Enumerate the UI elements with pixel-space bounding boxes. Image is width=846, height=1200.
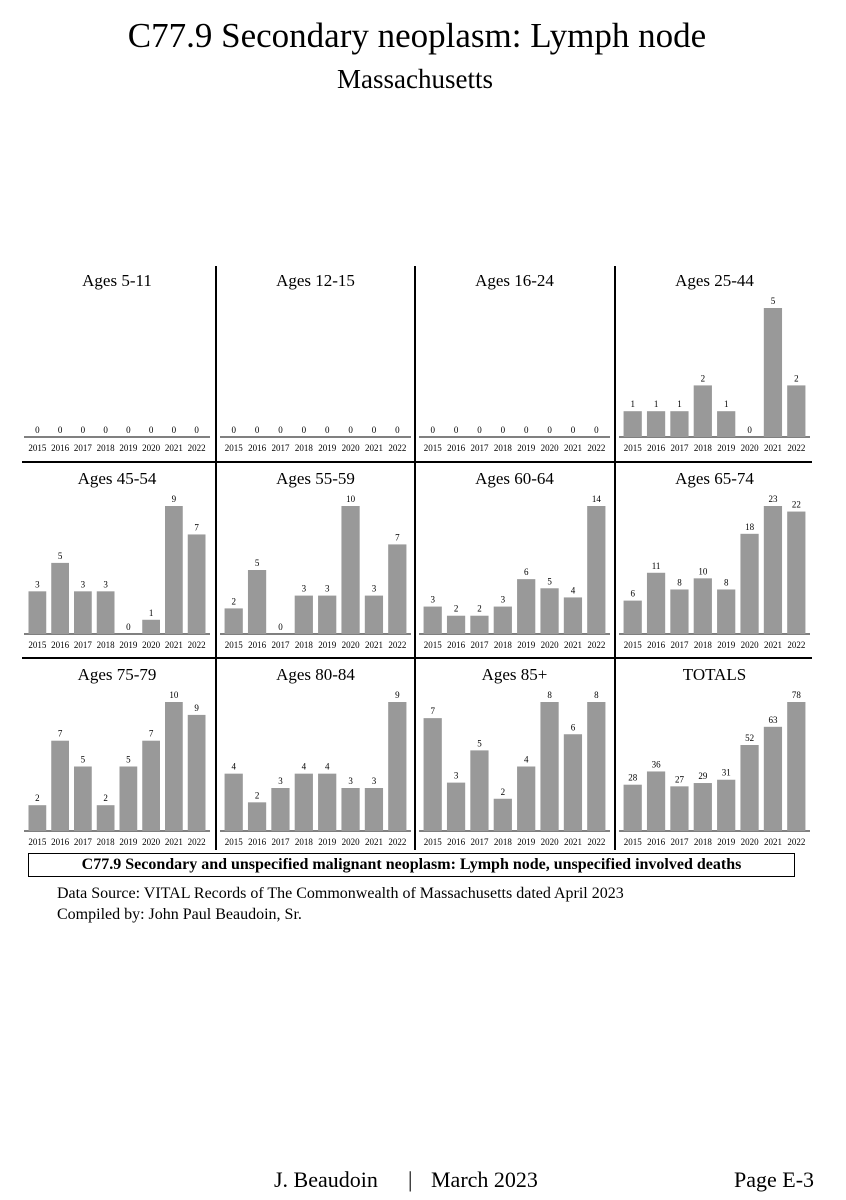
- data-label: 0: [301, 425, 307, 435]
- compiled-by: Compiled by: John Paul Beaudoin, Sr.: [57, 906, 302, 923]
- x-tick-label: 2017: [73, 443, 92, 453]
- data-label: 3: [80, 579, 86, 590]
- x-tick-label: 2019: [717, 837, 736, 847]
- data-label: 0: [278, 425, 283, 435]
- bar: [29, 805, 47, 831]
- footer-separator: |: [408, 1167, 413, 1192]
- x-tick-label: 2020: [540, 640, 559, 650]
- bar: [694, 783, 712, 831]
- x-tick-label: 2018: [493, 443, 512, 453]
- bar: [295, 774, 313, 831]
- bar: [517, 767, 535, 832]
- x-tick-label: 2017: [271, 443, 290, 453]
- x-tick-label: 2015: [623, 837, 642, 847]
- x-tick-label: 2019: [119, 443, 138, 453]
- data-label: 10: [169, 690, 179, 700]
- data-label: 3: [453, 770, 459, 781]
- bar: [764, 727, 782, 831]
- x-tick-label: 2015: [28, 837, 47, 847]
- panel-title: Ages 85+: [481, 665, 548, 684]
- data-label: 2: [700, 373, 706, 384]
- data-label: 3: [371, 583, 377, 594]
- bar: [670, 589, 688, 634]
- data-label: 0: [35, 425, 40, 435]
- x-tick-label: 2019: [318, 837, 337, 847]
- data-label: 10: [346, 494, 356, 504]
- x-tick-label: 2017: [470, 640, 489, 650]
- x-tick-label: 2017: [670, 837, 689, 847]
- panel-title: Ages 25-44: [675, 271, 754, 290]
- x-tick-label: 2021: [763, 837, 782, 847]
- x-tick-label: 2018: [693, 837, 712, 847]
- bar: [225, 774, 243, 831]
- bar: [564, 734, 582, 831]
- data-label: 3: [500, 594, 506, 605]
- x-tick-label: 2022: [187, 837, 206, 847]
- bar: [142, 741, 160, 831]
- data-label: 4: [324, 761, 330, 772]
- bar: [51, 741, 69, 831]
- x-tick-label: 2020: [740, 640, 759, 650]
- x-tick-label: 2016: [51, 640, 70, 650]
- x-tick-label: 2015: [28, 443, 47, 453]
- x-tick-label: 2019: [318, 443, 337, 453]
- bar: [564, 597, 582, 634]
- x-tick-label: 2015: [423, 443, 442, 453]
- panel-title: Ages 12-15: [276, 271, 355, 290]
- panel-title: Ages 16-24: [475, 271, 554, 290]
- data-label: 2: [254, 790, 260, 801]
- data-label: 2: [35, 793, 40, 804]
- bar: [717, 411, 735, 437]
- page-subtitle: Massachusetts: [337, 64, 493, 94]
- panel-title: Ages 65-74: [675, 469, 754, 488]
- bar: [647, 573, 665, 634]
- x-tick-label: 2021: [364, 443, 383, 453]
- x-tick-label: 2019: [717, 443, 736, 453]
- x-tick-label: 2019: [318, 640, 337, 650]
- data-label: 27: [674, 774, 684, 785]
- data-label: 2: [103, 793, 108, 804]
- bar: [365, 788, 383, 831]
- x-tick-label: 2017: [470, 837, 489, 847]
- bar: [318, 774, 336, 831]
- x-tick-label: 2015: [623, 443, 642, 453]
- data-label: 3: [430, 594, 435, 605]
- bar: [717, 780, 735, 831]
- x-tick-label: 2019: [119, 640, 138, 650]
- bar: [740, 745, 758, 831]
- bar: [540, 588, 558, 634]
- data-label: 14: [591, 494, 601, 504]
- data-label: 78: [791, 690, 801, 700]
- data-label: 7: [57, 728, 63, 739]
- x-tick-label: 2016: [248, 837, 267, 847]
- data-label: 0: [371, 425, 377, 435]
- data-label: 63: [768, 714, 778, 725]
- x-tick-label: 2022: [787, 837, 806, 847]
- x-tick-label: 2018: [96, 443, 115, 453]
- data-label: 0: [278, 622, 283, 632]
- data-label: 0: [570, 425, 576, 435]
- bar: [388, 544, 406, 634]
- x-tick-label: 2015: [224, 443, 243, 453]
- footer-author: J. Beaudoin: [274, 1167, 378, 1192]
- x-tick-label: 2022: [587, 837, 606, 847]
- x-tick-label: 2016: [447, 640, 466, 650]
- x-tick-label: 2022: [187, 443, 206, 453]
- data-label: 3: [371, 776, 377, 786]
- x-tick-label: 2018: [96, 640, 115, 650]
- x-tick-label: 2022: [787, 443, 806, 453]
- bar: [447, 616, 465, 634]
- x-tick-label: 2018: [493, 837, 512, 847]
- x-tick-label: 2022: [187, 640, 206, 650]
- data-label: 7: [430, 706, 435, 717]
- bar: [764, 506, 782, 634]
- data-label: 52: [745, 733, 755, 743]
- x-tick-label: 2020: [142, 443, 161, 453]
- x-tick-label: 2022: [388, 443, 407, 453]
- bar: [787, 385, 805, 437]
- bar: [29, 591, 47, 634]
- bar: [624, 411, 642, 437]
- bar: [188, 534, 206, 634]
- bar: [120, 767, 138, 832]
- x-tick-label: 2016: [51, 837, 70, 847]
- data-label: 4: [301, 761, 307, 772]
- data-label: 3: [103, 579, 108, 590]
- bar: [51, 563, 69, 634]
- data-label: 0: [171, 425, 177, 435]
- bar: [165, 702, 183, 831]
- bar: [470, 616, 488, 634]
- x-tick-label: 2021: [563, 443, 582, 453]
- data-label: 3: [278, 776, 283, 786]
- bar: [318, 596, 336, 634]
- data-label: 7: [395, 532, 400, 543]
- footer-date: March 2023: [431, 1167, 538, 1192]
- bar: [787, 512, 805, 634]
- data-label: 5: [126, 754, 131, 765]
- data-label: 0: [500, 425, 506, 435]
- data-label: 0: [477, 425, 482, 435]
- x-tick-label: 2016: [51, 443, 70, 453]
- data-label: 0: [523, 425, 529, 435]
- data-label: 0: [547, 425, 552, 435]
- bar: [74, 591, 92, 634]
- bar: [341, 788, 359, 831]
- x-tick-label: 2016: [447, 837, 466, 847]
- data-label: 1: [723, 399, 729, 410]
- x-tick-label: 2022: [388, 837, 407, 847]
- bar: [388, 702, 406, 831]
- data-label: 8: [723, 577, 729, 588]
- x-tick-label: 2021: [164, 443, 183, 453]
- data-label: 22: [791, 499, 801, 510]
- x-tick-label: 2017: [271, 640, 290, 650]
- x-tick-label: 2017: [73, 640, 92, 650]
- data-label: 5: [547, 576, 552, 587]
- bar: [694, 578, 712, 634]
- panel-title: Ages 5-11: [82, 271, 152, 290]
- x-tick-label: 2016: [447, 443, 466, 453]
- bar: [295, 596, 313, 634]
- data-label: 5: [80, 754, 86, 765]
- bar: [494, 607, 512, 634]
- x-tick-label: 2021: [763, 443, 782, 453]
- data-label: 2: [477, 603, 482, 614]
- data-label: 3: [301, 583, 307, 594]
- data-label: 5: [57, 550, 63, 561]
- x-tick-label: 2017: [271, 837, 290, 847]
- page-title: C77.9 Secondary neoplasm: Lymph node: [127, 16, 707, 55]
- x-tick-label: 2016: [647, 443, 666, 453]
- x-tick-label: 2021: [563, 640, 582, 650]
- x-tick-label: 2016: [647, 837, 666, 847]
- bar: [764, 308, 782, 437]
- x-tick-label: 2015: [224, 640, 243, 650]
- data-label: 3: [324, 583, 330, 594]
- data-label: 7: [194, 522, 199, 533]
- x-tick-label: 2018: [294, 640, 313, 650]
- panel-title: TOTALS: [682, 665, 747, 684]
- data-label: 9: [194, 702, 199, 713]
- data-label: 2: [231, 596, 236, 607]
- data-label: 0: [148, 425, 154, 435]
- data-label: 23: [768, 494, 778, 504]
- x-tick-label: 2015: [423, 837, 442, 847]
- bar: [248, 570, 266, 634]
- bar: [694, 385, 712, 437]
- x-tick-label: 2021: [164, 837, 183, 847]
- bar: [341, 506, 359, 634]
- data-label: 0: [126, 622, 131, 632]
- x-tick-label: 2020: [540, 837, 559, 847]
- data-label: 2: [794, 373, 799, 384]
- data-label: 10: [698, 566, 708, 577]
- chart-caption: C77.9 Secondary and unspecified malignant neoplasm: Lymph node, unspecified involved deaths: [28, 853, 795, 877]
- bar: [74, 767, 92, 832]
- data-label: 5: [477, 738, 482, 749]
- bar: [142, 620, 160, 634]
- x-tick-label: 2019: [119, 837, 138, 847]
- bar: [717, 589, 735, 634]
- panel-title: Ages 80-84: [276, 665, 355, 684]
- data-label: 9: [171, 494, 177, 504]
- data-label: 3: [348, 776, 353, 786]
- x-tick-label: 2019: [717, 640, 736, 650]
- x-tick-label: 2020: [341, 837, 360, 847]
- bar: [424, 718, 442, 831]
- x-tick-label: 2020: [142, 837, 161, 847]
- data-label: 1: [653, 399, 659, 410]
- data-label: 36: [651, 759, 661, 770]
- data-label: 4: [523, 754, 529, 765]
- x-tick-label: 2021: [563, 837, 582, 847]
- bar: [470, 750, 488, 831]
- data-label: 3: [35, 579, 40, 590]
- bar: [165, 506, 183, 634]
- bar: [271, 788, 289, 831]
- data-label: 31: [721, 767, 731, 778]
- data-label: 5: [770, 296, 776, 306]
- data-label: 0: [430, 425, 435, 435]
- bar: [494, 799, 512, 831]
- x-tick-label: 2018: [294, 443, 313, 453]
- data-label: 8: [677, 577, 682, 588]
- bar: [365, 596, 383, 634]
- bar: [740, 534, 758, 634]
- x-tick-label: 2015: [28, 640, 47, 650]
- data-label: 0: [126, 425, 131, 435]
- bar: [188, 715, 206, 831]
- bar: [670, 786, 688, 831]
- x-tick-label: 2019: [517, 640, 536, 650]
- bar: [787, 702, 805, 831]
- x-tick-label: 2016: [647, 640, 666, 650]
- data-label: 0: [324, 425, 330, 435]
- x-tick-label: 2017: [470, 443, 489, 453]
- bar: [624, 601, 642, 634]
- x-tick-label: 2017: [73, 837, 92, 847]
- panel-title: Ages 45-54: [77, 469, 157, 488]
- data-label: 6: [523, 567, 529, 578]
- x-tick-label: 2021: [763, 640, 782, 650]
- panel-title: Ages 75-79: [77, 665, 157, 684]
- bar: [97, 805, 115, 831]
- x-tick-label: 2021: [364, 640, 383, 650]
- bar: [670, 411, 688, 437]
- data-label: 6: [570, 722, 576, 733]
- bar: [424, 607, 442, 634]
- data-label: 2: [453, 603, 459, 614]
- x-tick-label: 2018: [693, 443, 712, 453]
- x-tick-label: 2022: [587, 640, 606, 650]
- data-label: 0: [231, 425, 236, 435]
- x-tick-label: 2020: [740, 443, 759, 453]
- bar: [587, 702, 605, 831]
- x-tick-label: 2019: [517, 837, 536, 847]
- data-label: 0: [453, 425, 459, 435]
- x-tick-label: 2020: [341, 640, 360, 650]
- data-label: 1: [630, 399, 635, 410]
- bar: [587, 506, 605, 634]
- x-tick-label: 2017: [670, 640, 689, 650]
- data-label: 4: [570, 585, 576, 596]
- x-tick-label: 2021: [164, 640, 183, 650]
- x-tick-label: 2022: [787, 640, 806, 650]
- bar: [540, 702, 558, 831]
- x-tick-label: 2018: [294, 837, 313, 847]
- data-label: 9: [395, 690, 400, 700]
- bar: [248, 802, 266, 831]
- data-label: 18: [745, 521, 755, 532]
- bar: [624, 785, 642, 831]
- bar: [447, 783, 465, 831]
- data-label: 5: [254, 558, 260, 568]
- data-label: 6: [630, 588, 635, 599]
- bar: [225, 608, 243, 634]
- x-tick-label: 2015: [623, 640, 642, 650]
- bar: [647, 771, 665, 831]
- data-label: 8: [547, 690, 552, 700]
- x-tick-label: 2016: [248, 443, 267, 453]
- data-label: 1: [148, 607, 154, 618]
- bar: [97, 591, 115, 634]
- data-label: 7: [148, 728, 154, 739]
- bar: [517, 579, 535, 634]
- x-tick-label: 2020: [540, 443, 559, 453]
- data-label: 4: [231, 761, 236, 772]
- x-tick-label: 2021: [364, 837, 383, 847]
- x-tick-label: 2018: [693, 640, 712, 650]
- data-label: 29: [698, 771, 708, 782]
- bar: [647, 411, 665, 437]
- x-tick-label: 2017: [670, 443, 689, 453]
- x-tick-label: 2022: [388, 640, 407, 650]
- data-label: 0: [395, 425, 400, 435]
- x-tick-label: 2018: [96, 837, 115, 847]
- data-label: 0: [254, 425, 260, 435]
- data-label: 0: [747, 425, 752, 435]
- x-tick-label: 2015: [224, 837, 243, 847]
- data-label: 0: [103, 425, 108, 435]
- data-source: Data Source: VITAL Records of The Commonwealth of Massachusetts dated April 2023: [57, 885, 624, 902]
- data-label: 0: [194, 425, 199, 435]
- footer-page: Page E-3: [734, 1167, 815, 1192]
- x-tick-label: 2020: [142, 640, 161, 650]
- x-tick-label: 2020: [341, 443, 360, 453]
- panel-title: Ages 60-64: [475, 469, 554, 488]
- data-label: 2: [500, 786, 506, 797]
- data-label: 0: [80, 425, 86, 435]
- data-label: 0: [594, 425, 599, 435]
- data-label: 11: [651, 560, 661, 571]
- x-tick-label: 2016: [248, 640, 267, 650]
- x-tick-label: 2019: [517, 443, 536, 453]
- panel-title: Ages 55-59: [276, 469, 355, 488]
- data-label: 8: [594, 690, 599, 700]
- x-tick-label: 2022: [587, 443, 606, 453]
- x-tick-label: 2015: [423, 640, 442, 650]
- x-tick-label: 2020: [740, 837, 759, 847]
- data-label: 0: [57, 425, 63, 435]
- x-tick-label: 2018: [493, 640, 512, 650]
- data-label: 28: [628, 772, 638, 783]
- data-label: 0: [348, 425, 353, 435]
- data-label: 1: [677, 399, 682, 410]
